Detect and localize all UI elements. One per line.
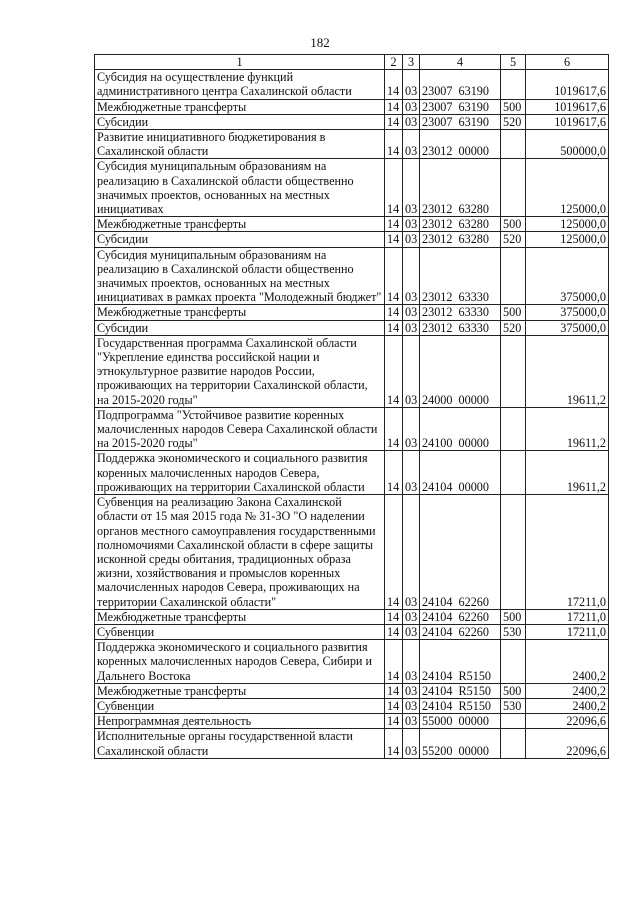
- row-target-code: 23012 63280: [420, 217, 501, 232]
- row-subsection: 03: [403, 217, 420, 232]
- row-section: 14: [385, 407, 403, 451]
- row-expense-type: [501, 247, 526, 305]
- row-name: Субсидия на осуществление функций административного центра Сахалинской области: [95, 70, 385, 99]
- row-name: Поддержка экономического и социального развития коренных малочисленных народов Севера, Сибири и Дальнего Востока: [95, 640, 385, 684]
- row-target-code: 55200 00000: [420, 729, 501, 758]
- row-amount: 22096,6: [526, 729, 609, 758]
- table-row: [95, 729, 609, 758]
- table-row: [95, 683, 609, 698]
- header-col-target-code: 4: [420, 55, 501, 70]
- row-subsection: 03: [403, 335, 420, 407]
- row-amount: 2400,2: [526, 698, 609, 713]
- table-row: [95, 247, 609, 305]
- row-section: 14: [385, 683, 403, 698]
- row-subsection: 03: [403, 70, 420, 99]
- page-number: 182: [310, 35, 330, 50]
- row-amount: 19611,2: [526, 335, 609, 407]
- row-name: Субвенция на реализацию Закона Сахалинской области от 15 мая 2015 года № 31-ЗО "О наделении органов местного самоуправления государственными полномочиями Сахалинской области в сфере защиты исконной среды обитания, традиционных образа жизни, хозяйствования и промыслов коренных малочисленных народов Севера, проживающих на территории Сахалинской области": [95, 495, 385, 610]
- row-expense-type: [501, 130, 526, 159]
- row-section: 14: [385, 130, 403, 159]
- table-row: [95, 335, 609, 407]
- row-section: 14: [385, 729, 403, 758]
- row-target-code: 23007 63190: [420, 114, 501, 129]
- row-expense-type: [501, 407, 526, 451]
- header-col-expense-type: 5: [501, 55, 526, 70]
- row-section: 14: [385, 305, 403, 320]
- row-expense-type: 520: [501, 232, 526, 247]
- row-target-code: 23007 63190: [420, 99, 501, 114]
- row-section: 14: [385, 232, 403, 247]
- row-name: Развитие инициативного бюджетирования в Сахалинской области: [95, 130, 385, 159]
- row-section: 14: [385, 624, 403, 639]
- row-subsection: 03: [403, 305, 420, 320]
- row-name: Субсидии: [95, 320, 385, 335]
- row-target-code: 24104 R5150: [420, 683, 501, 698]
- row-name: Исполнительные органы государственной власти Сахалинской области: [95, 729, 385, 758]
- row-expense-type: [501, 714, 526, 729]
- row-name: Межбюджетные трансферты: [95, 305, 385, 320]
- row-expense-type: [501, 451, 526, 495]
- row-name: Субсидия муниципальным образованиям на реализацию в Сахалинской области общественно значимых проектов, основанных на местных инициативах: [95, 159, 385, 217]
- row-name: Подпрограмма "Устойчивое развитие коренных малочисленных народов Севера Сахалинской области на 2015-2020 годы": [95, 407, 385, 451]
- row-section: 14: [385, 451, 403, 495]
- row-subsection: 03: [403, 714, 420, 729]
- row-name: Межбюджетные трансферты: [95, 683, 385, 698]
- row-subsection: 03: [403, 407, 420, 451]
- row-section: 14: [385, 698, 403, 713]
- row-amount: 1019617,6: [526, 70, 609, 99]
- row-expense-type: 520: [501, 320, 526, 335]
- row-section: 14: [385, 609, 403, 624]
- header-col-name: 1: [95, 55, 385, 70]
- row-section: 14: [385, 217, 403, 232]
- row-subsection: 03: [403, 247, 420, 305]
- row-name: Межбюджетные трансферты: [95, 99, 385, 114]
- row-subsection: 03: [403, 130, 420, 159]
- row-section: 14: [385, 99, 403, 114]
- row-amount: 17211,0: [526, 624, 609, 639]
- row-amount: 375000,0: [526, 247, 609, 305]
- row-expense-type: 500: [501, 305, 526, 320]
- row-expense-type: [501, 159, 526, 217]
- row-name: Государственная программа Сахалинской области "Укрепление единства российской нации и этнокультурное развитие народов России, проживающих на территории Сахалинской области, на 2015-2020 годы": [95, 335, 385, 407]
- row-section: 14: [385, 335, 403, 407]
- row-target-code: 24104 R5150: [420, 640, 501, 684]
- table-row: [95, 130, 609, 159]
- row-name: Поддержка экономического и социального развития коренных малочисленных народов Севера, проживающих на территории Сахалинской области: [95, 451, 385, 495]
- row-amount: 22096,6: [526, 714, 609, 729]
- row-target-code: 24104 R5150: [420, 698, 501, 713]
- table-row: [95, 698, 609, 713]
- row-target-code: 24104 00000: [420, 451, 501, 495]
- row-subsection: 03: [403, 159, 420, 217]
- row-target-code: 55000 00000: [420, 714, 501, 729]
- table-row: [95, 451, 609, 495]
- table-row: [95, 624, 609, 639]
- row-amount: 1019617,6: [526, 114, 609, 129]
- table-row: [95, 114, 609, 129]
- row-expense-type: 530: [501, 698, 526, 713]
- row-name: Межбюджетные трансферты: [95, 217, 385, 232]
- row-name: Субсидия муниципальным образованиям на реализацию в Сахалинской области общественно значимых проектов, основанных на местных инициативах в рамках проекта "Молодежный бюджет": [95, 247, 385, 305]
- row-name: Субсидии: [95, 114, 385, 129]
- row-section: 14: [385, 247, 403, 305]
- row-target-code: 23012 63280: [420, 232, 501, 247]
- row-subsection: 03: [403, 495, 420, 610]
- row-subsection: 03: [403, 683, 420, 698]
- row-amount: 125000,0: [526, 232, 609, 247]
- row-section: 14: [385, 70, 403, 99]
- row-name: Субвенции: [95, 624, 385, 639]
- row-target-code: 23012 63330: [420, 320, 501, 335]
- row-amount: 125000,0: [526, 159, 609, 217]
- row-target-code: 23012 63280: [420, 159, 501, 217]
- row-section: 14: [385, 159, 403, 217]
- row-expense-type: [501, 335, 526, 407]
- header-col-section: 2: [385, 55, 403, 70]
- row-subsection: 03: [403, 451, 420, 495]
- row-expense-type: 530: [501, 624, 526, 639]
- row-amount: 375000,0: [526, 320, 609, 335]
- table-row: [95, 714, 609, 729]
- row-expense-type: [501, 70, 526, 99]
- row-subsection: 03: [403, 624, 420, 639]
- row-subsection: 03: [403, 99, 420, 114]
- row-name: Субсидии: [95, 232, 385, 247]
- row-subsection: 03: [403, 609, 420, 624]
- table-row: [95, 217, 609, 232]
- row-name: Межбюджетные трансферты: [95, 609, 385, 624]
- table-row: [95, 99, 609, 114]
- budget-table: [94, 54, 609, 759]
- row-target-code: 24104 62260: [420, 624, 501, 639]
- row-amount: 2400,2: [526, 683, 609, 698]
- row-target-code: 24000 00000: [420, 335, 501, 407]
- table-row: [95, 70, 609, 99]
- row-target-code: 23012 63330: [420, 247, 501, 305]
- table-row: [95, 159, 609, 217]
- row-section: 14: [385, 320, 403, 335]
- row-subsection: 03: [403, 640, 420, 684]
- row-target-code: 23012 00000: [420, 130, 501, 159]
- row-expense-type: 500: [501, 683, 526, 698]
- header-col-amount: 6: [526, 55, 609, 70]
- row-expense-type: 500: [501, 99, 526, 114]
- row-subsection: 03: [403, 232, 420, 247]
- row-amount: 19611,2: [526, 451, 609, 495]
- table-row: [95, 495, 609, 610]
- row-amount: 375000,0: [526, 305, 609, 320]
- row-target-code: 24104 62260: [420, 495, 501, 610]
- row-section: 14: [385, 714, 403, 729]
- row-target-code: 23012 63330: [420, 305, 501, 320]
- row-amount: 1019617,6: [526, 99, 609, 114]
- row-expense-type: [501, 495, 526, 610]
- header-col-subsection: 3: [403, 55, 420, 70]
- row-section: 14: [385, 114, 403, 129]
- table-row: [95, 407, 609, 451]
- row-name: Субвенции: [95, 698, 385, 713]
- row-amount: 125000,0: [526, 217, 609, 232]
- row-amount: 19611,2: [526, 407, 609, 451]
- row-expense-type: 500: [501, 609, 526, 624]
- row-target-code: 24100 00000: [420, 407, 501, 451]
- budget-table-body: [95, 70, 609, 759]
- row-target-code: 24104 62260: [420, 609, 501, 624]
- row-section: 14: [385, 495, 403, 610]
- row-expense-type: [501, 640, 526, 684]
- row-amount: 500000,0: [526, 130, 609, 159]
- row-amount: 17211,0: [526, 609, 609, 624]
- row-amount: 17211,0: [526, 495, 609, 610]
- row-expense-type: 520: [501, 114, 526, 129]
- table-row: [95, 305, 609, 320]
- table-row: [95, 609, 609, 624]
- row-subsection: 03: [403, 729, 420, 758]
- row-amount: 2400,2: [526, 640, 609, 684]
- row-section: 14: [385, 640, 403, 684]
- table-row: [95, 320, 609, 335]
- row-subsection: 03: [403, 320, 420, 335]
- row-expense-type: [501, 729, 526, 758]
- table-header-row: [95, 55, 609, 70]
- row-subsection: 03: [403, 114, 420, 129]
- row-expense-type: 500: [501, 217, 526, 232]
- table-row: [95, 232, 609, 247]
- row-subsection: 03: [403, 698, 420, 713]
- row-target-code: 23007 63190: [420, 70, 501, 99]
- row-name: Непрограммная деятельность: [95, 714, 385, 729]
- table-row: [95, 640, 609, 684]
